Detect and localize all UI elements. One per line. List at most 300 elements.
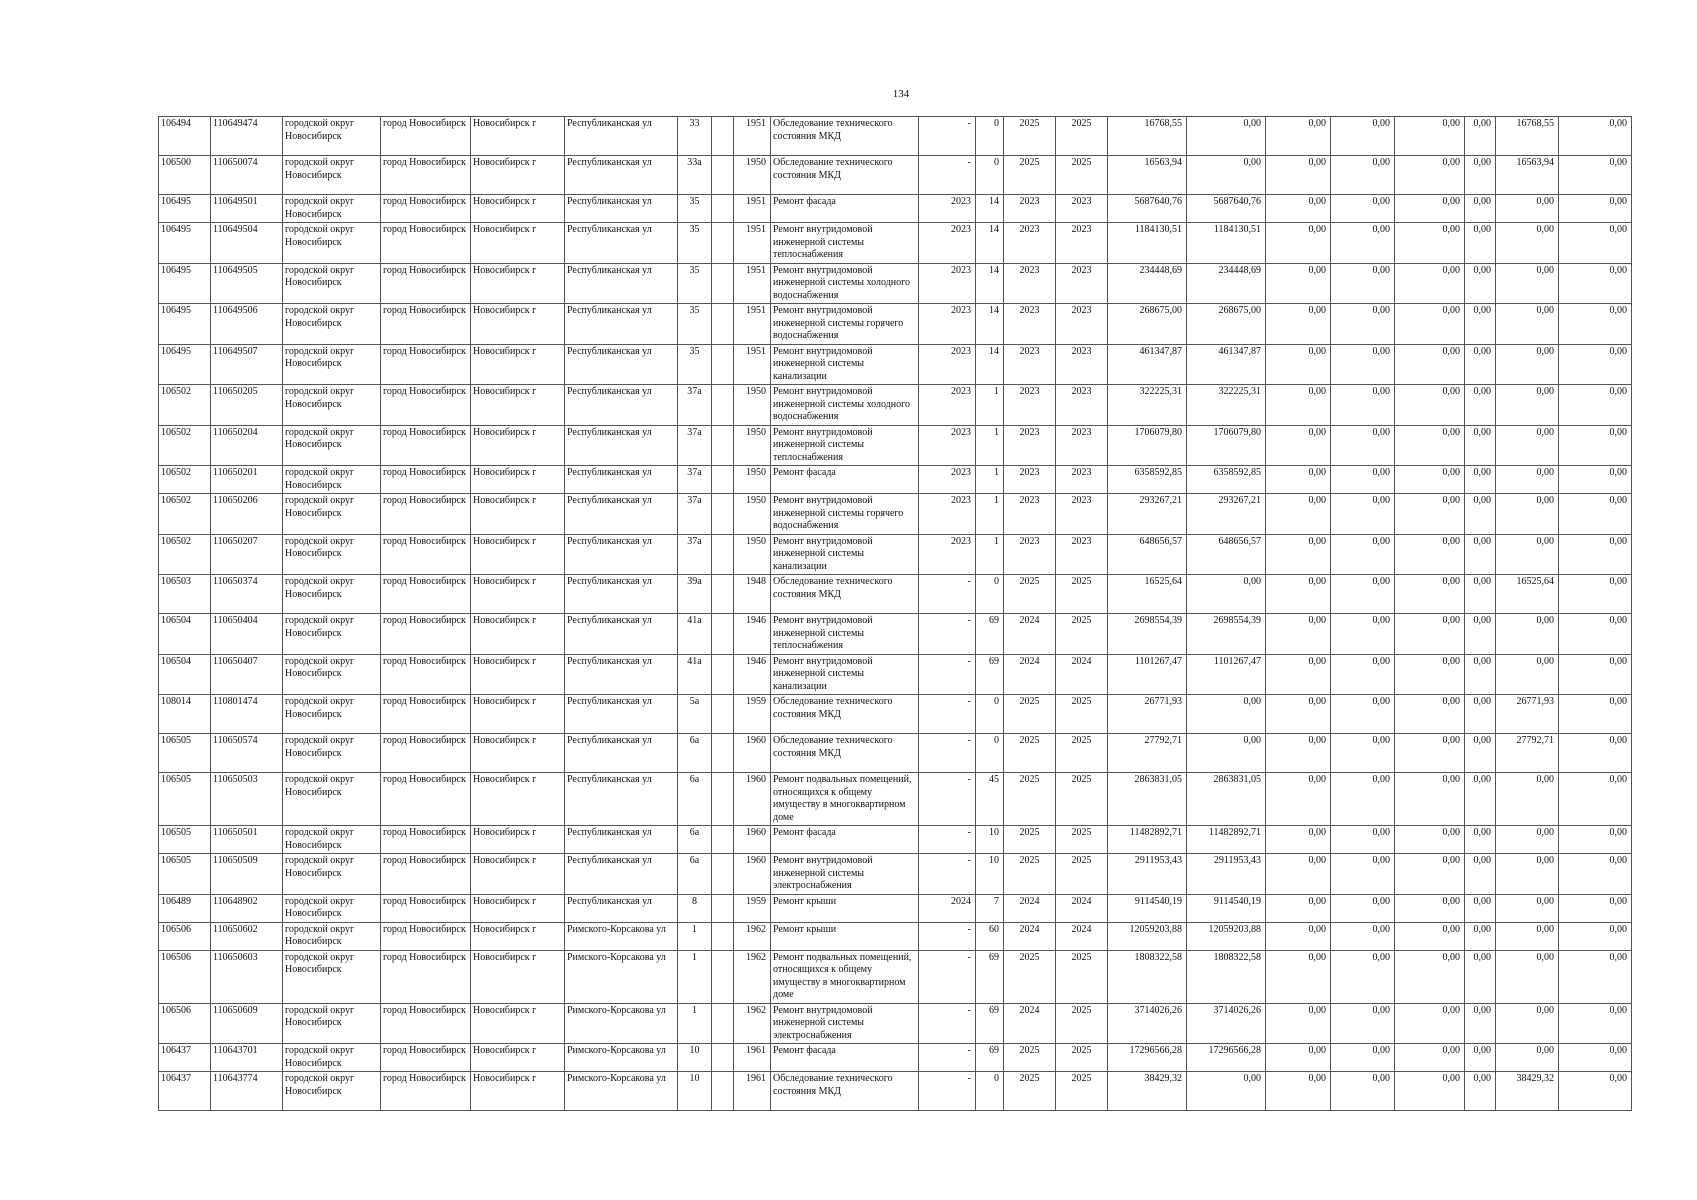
cell-work-type: Обследование технического состояния МКД [771, 695, 919, 734]
cell-planned-year: - [919, 922, 976, 950]
cell-cost-a: 0,00 [1266, 614, 1331, 655]
cell-municipality: городской округ Новосибирск [283, 894, 381, 922]
cell-year-built: 1951 [734, 304, 771, 345]
cell-locality: Новосибирск г [471, 534, 565, 575]
cell-building [712, 695, 734, 734]
cell-house-number: 33 [678, 117, 712, 156]
cell-cost-a: 0,00 [1266, 425, 1331, 466]
cell-total-cost: 1706079,80 [1108, 425, 1187, 466]
cell-start-year: 2025 [1004, 826, 1056, 854]
cell-house-id: 106495 [159, 195, 211, 223]
cell-cost-d: 0,00 [1465, 950, 1496, 1003]
cell-house-number: 41а [678, 654, 712, 695]
cell-wear-percent: 69 [976, 1003, 1004, 1044]
cell-house-number: 37а [678, 425, 712, 466]
cell-street: Республиканская ул [565, 854, 678, 895]
cell-municipality: городской округ Новосибирск [283, 773, 381, 826]
cell-cost-d: 0,00 [1465, 922, 1496, 950]
cell-cost-2023: 1101267,47 [1187, 654, 1266, 695]
cell-work-type: Обследование технического состояния МКД [771, 575, 919, 614]
cell-work-type: Ремонт крыши [771, 894, 919, 922]
cell-cost-d: 0,00 [1465, 195, 1496, 223]
cell-street: Римского-Корсакова ул [565, 1003, 678, 1044]
cell-year-built: 1950 [734, 156, 771, 195]
cell-building [712, 304, 734, 345]
cell-start-year: 2023 [1004, 344, 1056, 385]
cell-settlement: город Новосибирск [381, 654, 471, 695]
cell-cost-2023: 2911953,43 [1187, 854, 1266, 895]
cell-planned-year: 2023 [919, 534, 976, 575]
cell-start-year: 2024 [1004, 922, 1056, 950]
cell-total-cost: 268675,00 [1108, 304, 1187, 345]
cell-settlement: город Новосибирск [381, 466, 471, 494]
cell-element-id: 110649474 [211, 117, 283, 156]
cell-cost-d: 0,00 [1465, 894, 1496, 922]
cell-element-id: 110643701 [211, 1044, 283, 1072]
cell-municipality: городской округ Новосибирск [283, 534, 381, 575]
cell-start-year: 2025 [1004, 117, 1056, 156]
cell-building [712, 117, 734, 156]
cell-end-year: 2025 [1056, 773, 1108, 826]
cell-total-cost: 3714026,26 [1108, 1003, 1187, 1044]
cell-street: Республиканская ул [565, 494, 678, 535]
cell-settlement: город Новосибирск [381, 117, 471, 156]
cell-element-id: 110650609 [211, 1003, 283, 1044]
cell-work-type: Ремонт крыши [771, 922, 919, 950]
cell-wear-percent: 0 [976, 734, 1004, 773]
cell-element-id: 110650574 [211, 734, 283, 773]
cell-element-id: 110650205 [211, 385, 283, 426]
cell-planned-year: 2023 [919, 223, 976, 264]
cell-wear-percent: 0 [976, 156, 1004, 195]
cell-wear-percent: 45 [976, 773, 1004, 826]
cell-cost-a: 0,00 [1266, 922, 1331, 950]
cell-total-cost: 2911953,43 [1108, 854, 1187, 895]
table-row [159, 344, 1632, 385]
cell-locality: Новосибирск г [471, 156, 565, 195]
cell-locality: Новосибирск г [471, 494, 565, 535]
cell-cost-b: 0,00 [1331, 950, 1395, 1003]
cell-cost-e: 0,00 [1496, 534, 1559, 575]
cell-locality: Новосибирск г [471, 575, 565, 614]
cell-cost-a: 0,00 [1266, 195, 1331, 223]
cell-cost-e: 0,00 [1496, 773, 1559, 826]
cell-house-number: 35 [678, 304, 712, 345]
cell-cost-c: 0,00 [1395, 826, 1465, 854]
cell-cost-2023: 2863831,05 [1187, 773, 1266, 826]
cell-element-id: 110650204 [211, 425, 283, 466]
cell-house-number: 37а [678, 385, 712, 426]
cell-planned-year: - [919, 734, 976, 773]
cell-year-built: 1960 [734, 734, 771, 773]
cell-building [712, 344, 734, 385]
cell-street: Республиканская ул [565, 466, 678, 494]
cell-element-id: 110649506 [211, 304, 283, 345]
cell-cost-b: 0,00 [1331, 1003, 1395, 1044]
cell-house-id: 106502 [159, 425, 211, 466]
cell-end-year: 2023 [1056, 385, 1108, 426]
cell-total-cost: 16563,94 [1108, 156, 1187, 195]
cell-municipality: городской округ Новосибирск [283, 854, 381, 895]
cell-municipality: городской округ Новосибирск [283, 117, 381, 156]
cell-house-id: 106505 [159, 773, 211, 826]
table-row [159, 734, 1632, 773]
cell-cost-f: 0,00 [1559, 117, 1632, 156]
cell-house-number: 1 [678, 1003, 712, 1044]
cell-locality: Новосибирск г [471, 922, 565, 950]
cell-cost-d: 0,00 [1465, 494, 1496, 535]
cell-start-year: 2023 [1004, 494, 1056, 535]
cell-house-id: 106495 [159, 223, 211, 264]
cell-end-year: 2025 [1056, 695, 1108, 734]
cell-municipality: городской округ Новосибирск [283, 1044, 381, 1072]
cell-house-number: 37а [678, 494, 712, 535]
table-row [159, 1072, 1632, 1111]
cell-cost-c: 0,00 [1395, 695, 1465, 734]
cell-cost-d: 0,00 [1465, 263, 1496, 304]
cell-cost-d: 0,00 [1465, 1044, 1496, 1072]
cell-work-type: Ремонт внутридомовой инженерной системы канализации [771, 654, 919, 695]
cell-end-year: 2025 [1056, 117, 1108, 156]
cell-building [712, 1003, 734, 1044]
cell-cost-b: 0,00 [1331, 773, 1395, 826]
cell-element-id: 110650501 [211, 826, 283, 854]
cell-cost-2023: 0,00 [1187, 1072, 1266, 1111]
cell-municipality: городской округ Новосибирск [283, 385, 381, 426]
cell-cost-f: 0,00 [1559, 1072, 1632, 1111]
cell-wear-percent: 0 [976, 575, 1004, 614]
cell-end-year: 2025 [1056, 950, 1108, 1003]
cell-cost-e: 0,00 [1496, 195, 1559, 223]
table-row [159, 494, 1632, 535]
cell-municipality: городской округ Новосибирск [283, 922, 381, 950]
cell-cost-a: 0,00 [1266, 575, 1331, 614]
cell-locality: Новосибирск г [471, 425, 565, 466]
cell-cost-b: 0,00 [1331, 223, 1395, 264]
cell-end-year: 2023 [1056, 534, 1108, 575]
cell-cost-2023: 11482892,71 [1187, 826, 1266, 854]
cell-cost-c: 0,00 [1395, 223, 1465, 264]
cell-cost-b: 0,00 [1331, 575, 1395, 614]
cell-cost-c: 0,00 [1395, 117, 1465, 156]
cell-locality: Новосибирск г [471, 466, 565, 494]
cell-municipality: городской округ Новосибирск [283, 826, 381, 854]
cell-planned-year: - [919, 156, 976, 195]
cell-cost-2023: 293267,21 [1187, 494, 1266, 535]
cell-cost-a: 0,00 [1266, 826, 1331, 854]
cell-year-built: 1961 [734, 1072, 771, 1111]
cell-element-id: 110648902 [211, 894, 283, 922]
cell-building [712, 494, 734, 535]
cell-cost-f: 0,00 [1559, 894, 1632, 922]
cell-settlement: город Новосибирск [381, 1044, 471, 1072]
cell-cost-d: 0,00 [1465, 466, 1496, 494]
cell-house-number: 35 [678, 344, 712, 385]
cell-cost-b: 0,00 [1331, 494, 1395, 535]
cell-planned-year: - [919, 854, 976, 895]
cell-end-year: 2023 [1056, 195, 1108, 223]
cell-cost-f: 0,00 [1559, 494, 1632, 535]
cell-cost-2023: 5687640,76 [1187, 195, 1266, 223]
cell-house-id: 106503 [159, 575, 211, 614]
cell-cost-e: 16768,55 [1496, 117, 1559, 156]
cell-start-year: 2023 [1004, 534, 1056, 575]
table-row [159, 654, 1632, 695]
cell-settlement: город Новосибирск [381, 1003, 471, 1044]
cell-settlement: город Новосибирск [381, 425, 471, 466]
cell-element-id: 110650503 [211, 773, 283, 826]
cell-planned-year: - [919, 826, 976, 854]
cell-end-year: 2025 [1056, 1072, 1108, 1111]
cell-municipality: городской округ Новосибирск [283, 614, 381, 655]
cell-cost-a: 0,00 [1266, 304, 1331, 345]
table-row [159, 1003, 1632, 1044]
cell-municipality: городской округ Новосибирск [283, 156, 381, 195]
cell-street: Республиканская ул [565, 695, 678, 734]
cell-cost-f: 0,00 [1559, 1044, 1632, 1072]
cell-municipality: городской округ Новосибирск [283, 466, 381, 494]
cell-street: Республиканская ул [565, 534, 678, 575]
cell-house-id: 106505 [159, 854, 211, 895]
table-row [159, 950, 1632, 1003]
cell-planned-year: - [919, 575, 976, 614]
cell-cost-a: 0,00 [1266, 854, 1331, 895]
cell-total-cost: 17296566,28 [1108, 1044, 1187, 1072]
cell-cost-b: 0,00 [1331, 425, 1395, 466]
cell-element-id: 110650074 [211, 156, 283, 195]
cell-start-year: 2025 [1004, 1072, 1056, 1111]
cell-settlement: город Новосибирск [381, 894, 471, 922]
cell-cost-2023: 17296566,28 [1187, 1044, 1266, 1072]
cell-locality: Новосибирск г [471, 263, 565, 304]
cell-planned-year: 2023 [919, 195, 976, 223]
cell-house-number: 35 [678, 195, 712, 223]
cell-end-year: 2024 [1056, 922, 1108, 950]
cell-planned-year: - [919, 614, 976, 655]
cell-cost-f: 0,00 [1559, 156, 1632, 195]
cell-start-year: 2025 [1004, 734, 1056, 773]
table-row [159, 223, 1632, 264]
cell-cost-e: 0,00 [1496, 614, 1559, 655]
cell-cost-e: 0,00 [1496, 826, 1559, 854]
cell-total-cost: 9114540,19 [1108, 894, 1187, 922]
cell-house-id: 106502 [159, 466, 211, 494]
cell-cost-d: 0,00 [1465, 304, 1496, 345]
table-row [159, 117, 1632, 156]
cell-cost-2023: 2698554,39 [1187, 614, 1266, 655]
cell-cost-c: 0,00 [1395, 1072, 1465, 1111]
table-row [159, 1044, 1632, 1072]
table-row [159, 263, 1632, 304]
cell-building [712, 654, 734, 695]
cell-cost-d: 0,00 [1465, 773, 1496, 826]
cell-wear-percent: 0 [976, 117, 1004, 156]
cell-building [712, 534, 734, 575]
cell-locality: Новосибирск г [471, 950, 565, 1003]
cell-street: Республиканская ул [565, 894, 678, 922]
cell-start-year: 2024 [1004, 614, 1056, 655]
cell-element-id: 110650206 [211, 494, 283, 535]
cell-locality: Новосибирск г [471, 894, 565, 922]
table-row [159, 466, 1632, 494]
cell-cost-d: 0,00 [1465, 826, 1496, 854]
cell-work-type: Обследование технического состояния МКД [771, 117, 919, 156]
cell-total-cost: 1808322,58 [1108, 950, 1187, 1003]
cell-element-id: 110650602 [211, 922, 283, 950]
cell-planned-year: 2023 [919, 344, 976, 385]
cell-wear-percent: 14 [976, 344, 1004, 385]
cell-cost-2023: 0,00 [1187, 117, 1266, 156]
cell-municipality: городской округ Новосибирск [283, 734, 381, 773]
cell-cost-e: 0,00 [1496, 950, 1559, 1003]
cell-cost-b: 0,00 [1331, 534, 1395, 575]
cell-house-number: 1 [678, 950, 712, 1003]
table-row [159, 575, 1632, 614]
cell-total-cost: 26771,93 [1108, 695, 1187, 734]
cell-house-id: 106504 [159, 614, 211, 655]
cell-total-cost: 234448,69 [1108, 263, 1187, 304]
cell-cost-c: 0,00 [1395, 614, 1465, 655]
cell-house-number: 10 [678, 1072, 712, 1111]
cell-municipality: городской округ Новосибирск [283, 1072, 381, 1111]
cell-municipality: городской округ Новосибирск [283, 344, 381, 385]
cell-cost-f: 0,00 [1559, 344, 1632, 385]
cell-street: Республиканская ул [565, 575, 678, 614]
cell-settlement: город Новосибирск [381, 734, 471, 773]
cell-start-year: 2025 [1004, 575, 1056, 614]
cell-settlement: город Новосибирск [381, 922, 471, 950]
cell-end-year: 2023 [1056, 223, 1108, 264]
cell-settlement: город Новосибирск [381, 575, 471, 614]
cell-locality: Новосибирск г [471, 826, 565, 854]
cell-start-year: 2024 [1004, 1003, 1056, 1044]
cell-cost-c: 0,00 [1395, 575, 1465, 614]
cell-year-built: 1951 [734, 344, 771, 385]
cell-street: Республиканская ул [565, 344, 678, 385]
cell-total-cost: 322225,31 [1108, 385, 1187, 426]
cell-year-built: 1951 [734, 117, 771, 156]
cell-cost-a: 0,00 [1266, 263, 1331, 304]
cell-cost-f: 0,00 [1559, 854, 1632, 895]
cell-cost-f: 0,00 [1559, 195, 1632, 223]
cell-cost-a: 0,00 [1266, 156, 1331, 195]
cell-planned-year: 2023 [919, 304, 976, 345]
cell-start-year: 2024 [1004, 654, 1056, 695]
cell-cost-f: 0,00 [1559, 263, 1632, 304]
cell-settlement: город Новосибирск [381, 494, 471, 535]
cell-cost-b: 0,00 [1331, 344, 1395, 385]
cell-element-id: 110650207 [211, 534, 283, 575]
cell-locality: Новосибирск г [471, 1003, 565, 1044]
cell-start-year: 2025 [1004, 950, 1056, 1003]
cell-building [712, 773, 734, 826]
cell-total-cost: 27792,71 [1108, 734, 1187, 773]
cell-work-type: Ремонт внутридомовой инженерной системы горячего водоснабжения [771, 494, 919, 535]
cell-street: Республиканская ул [565, 156, 678, 195]
cell-work-type: Обследование технического состояния МКД [771, 734, 919, 773]
cell-year-built: 1951 [734, 263, 771, 304]
cell-cost-2023: 322225,31 [1187, 385, 1266, 426]
cell-start-year: 2025 [1004, 773, 1056, 826]
cell-street: Республиканская ул [565, 195, 678, 223]
cell-work-type: Ремонт фасада [771, 1044, 919, 1072]
cell-element-id: 110650201 [211, 466, 283, 494]
cell-cost-e: 0,00 [1496, 263, 1559, 304]
cell-locality: Новосибирск г [471, 223, 565, 264]
cell-house-id: 106502 [159, 494, 211, 535]
cell-cost-c: 0,00 [1395, 425, 1465, 466]
cell-building [712, 385, 734, 426]
cell-year-built: 1960 [734, 773, 771, 826]
cell-locality: Новосибирск г [471, 695, 565, 734]
cell-planned-year: - [919, 1044, 976, 1072]
cell-building [712, 263, 734, 304]
cell-work-type: Ремонт внутридомовой инженерной системы электроснабжения [771, 854, 919, 895]
cell-total-cost: 5687640,76 [1108, 195, 1187, 223]
cell-settlement: город Новосибирск [381, 263, 471, 304]
cell-house-id: 106504 [159, 654, 211, 695]
cell-start-year: 2023 [1004, 263, 1056, 304]
cell-cost-e: 0,00 [1496, 466, 1559, 494]
cell-cost-a: 0,00 [1266, 1044, 1331, 1072]
cell-cost-d: 0,00 [1465, 117, 1496, 156]
cell-building [712, 894, 734, 922]
cell-total-cost: 11482892,71 [1108, 826, 1187, 854]
cell-planned-year: - [919, 695, 976, 734]
cell-year-built: 1961 [734, 1044, 771, 1072]
cell-year-built: 1950 [734, 494, 771, 535]
cell-wear-percent: 10 [976, 826, 1004, 854]
cell-year-built: 1950 [734, 385, 771, 426]
cell-year-built: 1948 [734, 575, 771, 614]
cell-end-year: 2023 [1056, 263, 1108, 304]
cell-locality: Новосибирск г [471, 385, 565, 426]
cell-planned-year: - [919, 654, 976, 695]
cell-house-number: 6а [678, 826, 712, 854]
cell-cost-b: 0,00 [1331, 466, 1395, 494]
cell-street: Республиканская ул [565, 654, 678, 695]
cell-cost-f: 0,00 [1559, 614, 1632, 655]
cell-work-type: Ремонт внутридомовой инженерной системы холодного водоснабжения [771, 385, 919, 426]
cell-cost-a: 0,00 [1266, 494, 1331, 535]
cell-cost-d: 0,00 [1465, 344, 1496, 385]
cell-cost-a: 0,00 [1266, 117, 1331, 156]
cell-cost-2023: 0,00 [1187, 734, 1266, 773]
cell-cost-a: 0,00 [1266, 734, 1331, 773]
cell-cost-b: 0,00 [1331, 922, 1395, 950]
cell-cost-2023: 0,00 [1187, 156, 1266, 195]
cell-settlement: город Новосибирск [381, 304, 471, 345]
cell-start-year: 2023 [1004, 466, 1056, 494]
cell-element-id: 110649501 [211, 195, 283, 223]
cell-building [712, 614, 734, 655]
cell-cost-f: 0,00 [1559, 1003, 1632, 1044]
cell-end-year: 2023 [1056, 425, 1108, 466]
cell-street: Республиканская ул [565, 614, 678, 655]
cell-end-year: 2025 [1056, 575, 1108, 614]
cell-cost-f: 0,00 [1559, 385, 1632, 426]
table-row [159, 614, 1632, 655]
cell-municipality: городской округ Новосибирск [283, 494, 381, 535]
cell-street: Республиканская ул [565, 826, 678, 854]
table-row [159, 922, 1632, 950]
cell-settlement: город Новосибирск [381, 950, 471, 1003]
cell-house-id: 106502 [159, 385, 211, 426]
cell-year-built: 1960 [734, 854, 771, 895]
cell-work-type: Ремонт подвальных помещений, относящихся к общему имуществу в многоквартирном доме [771, 950, 919, 1003]
cell-cost-b: 0,00 [1331, 304, 1395, 345]
cell-cost-f: 0,00 [1559, 534, 1632, 575]
